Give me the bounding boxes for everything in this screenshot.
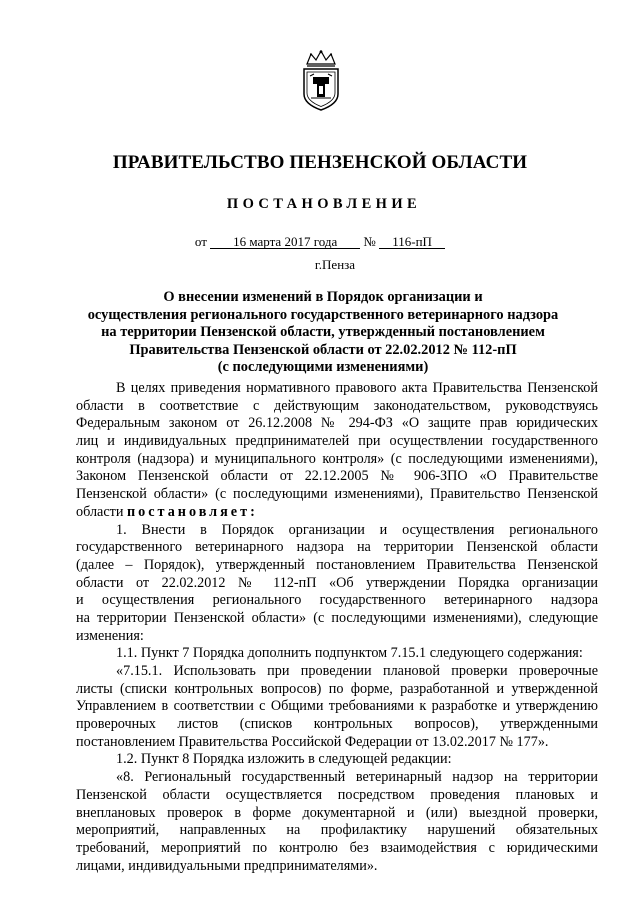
body-line: В целях приведения нормативного правового акта Правительства Пензенской bbox=[116, 380, 598, 396]
body-line: листы (списки контрольных вопросов) по форме, разработанной и утвержденной bbox=[76, 680, 598, 697]
body-text: области bbox=[76, 503, 124, 520]
heading-line: О внесении изменений в Порядок организации и bbox=[163, 289, 483, 305]
body-line: контроля (надзора) и муниципального контроля» (с последующими изменениями), bbox=[76, 450, 598, 467]
document-heading bbox=[60, 289, 586, 377]
body-line: области от 22.02.2012 № 112-пП «Об утверждении Порядка организации bbox=[76, 574, 598, 591]
body-line: изменения: bbox=[76, 627, 144, 644]
body-line: (далее – Порядок), утвержденный постановлением Правительства Пензенской bbox=[76, 556, 598, 573]
heading-line: на территории Пензенской области, утвержденный постановлением bbox=[101, 324, 545, 341]
body-line: постановлением Правительства Российской Федерации от 13.02.2017 № 177». bbox=[76, 733, 549, 750]
body-line bbox=[76, 504, 598, 522]
document-number: 116-пП bbox=[379, 235, 445, 249]
government-title: ПРАВИТЕЛЬСТВО ПЕНЗЕНСКОЙ ОБЛАСТИ bbox=[112, 152, 528, 173]
body-line: лиц и индивидуальных предпринимателей при осуществлении государственного bbox=[76, 433, 598, 450]
heading-line: Правительства Пензенской области от 22.02.2012 № 112-пП bbox=[129, 341, 517, 358]
body-line: 1.2. Пункт 8 Порядка изложить в следующей редакции: bbox=[116, 751, 452, 768]
date-number-line bbox=[0, 234, 640, 250]
body-line: области в соответствие с действующим законодательством, руководствуясь bbox=[76, 397, 598, 414]
heading-line: осуществления регионального государственного ветеринарного надзора bbox=[87, 306, 559, 323]
document-date: 16 марта 2017 года bbox=[210, 235, 360, 249]
body-line: 1.1. Пункт 7 Порядка дополнить подпунктом 7.15.1 следующего содержания: bbox=[116, 645, 583, 662]
body-line: Законом Пензенской области от 22.12.2005 № 906-ЗПО «О Правительстве bbox=[76, 468, 598, 485]
body-line: мероприятий, направленных на профилактику нарушений обязательных bbox=[76, 822, 598, 839]
body-line: «8. Региональный государственный ветеринарный надзор на территории bbox=[116, 769, 598, 786]
body-line: и осуществления регионального государственного ветеринарного надзора bbox=[76, 592, 598, 609]
document-body bbox=[76, 380, 598, 875]
body-line: лицами, индивидуальными предпринимателями». bbox=[76, 857, 378, 874]
body-line: 1. Внести в Порядок организации и осуществления регионального bbox=[116, 521, 598, 538]
heading-line: (с последующими изменениями) bbox=[217, 359, 429, 376]
body-line: проверочных листов (списков контрольных вопросов), утвержденными bbox=[76, 716, 598, 733]
body-line: государственного ветеринарного надзора на территории Пензенской области bbox=[76, 539, 598, 556]
body-line: требований, мероприятий по контролю без взаимодействия с юридическими bbox=[76, 839, 598, 856]
body-line: Федеральным законом от 26.12.2008 № 294-ФЗ «О защите прав юридических bbox=[76, 415, 598, 432]
body-line: внеплановых проверок в форме документарной и (или) выездной проверки, bbox=[76, 804, 598, 821]
coat-of-arms-emblem bbox=[297, 50, 345, 112]
body-line: «7.15.1. Использовать при проведении плановой проверки проверочные bbox=[116, 663, 598, 679]
body-line: Пензенской области осуществляется посредством проведения плановых и bbox=[76, 786, 598, 803]
body-line: на территории Пензенской области» (с последующими изменениями), следующие bbox=[76, 609, 598, 626]
body-line: Пензенской области» (с последующими изменениями), Правительство Пензенской bbox=[76, 486, 598, 503]
city-label: г.Пенза bbox=[314, 257, 356, 272]
from-label: от bbox=[194, 234, 207, 249]
document-type-title: ПОСТАНОВЛЕНИЕ bbox=[226, 196, 422, 212]
resolves-word: постановляет: bbox=[126, 503, 258, 520]
number-label: № bbox=[363, 234, 376, 249]
body-line: Управлением в соответствии с Общими требованиями к разработке и утверждению bbox=[76, 698, 598, 715]
